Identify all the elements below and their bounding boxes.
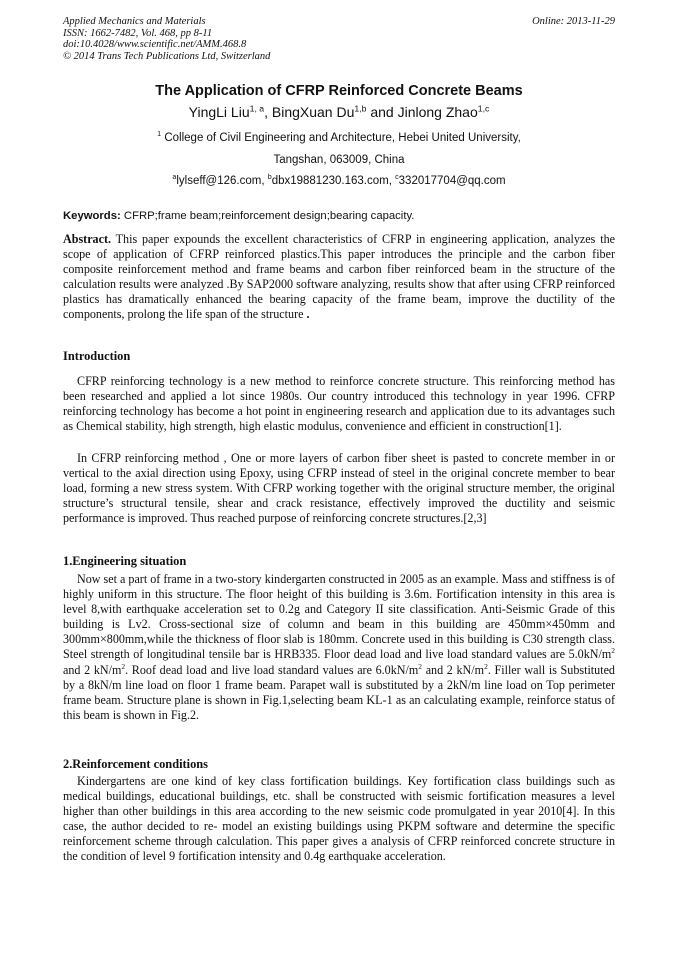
doi-line: doi:10.4028/www.scientific.net/AMM.468.8: [63, 39, 247, 50]
copyright-line: © 2014 Trans Tech Publications Ltd, Switzerland: [63, 50, 271, 62]
unit-exponent: 2: [418, 661, 423, 671]
issn-line: ISSN: 1662-7482, Vol. 468, pp 8-11: [63, 27, 213, 39]
section-heading-engineering-situation: 1.Engineering situation: [63, 554, 187, 568]
engineering-text: and 2 kN/m: [422, 662, 485, 677]
journal-name: Applied Mechanics and Materials: [63, 16, 206, 27]
introduction-paragraph-2: In CFRP reinforcing method , One or more layers of carbon fiber sheet is pasted to concrete member in or vertical to the axial direction using Epoxy, using CFRP instead of steel in the original concrete member to bear load, forming a new stress system. With CFRP working together with the original structure member, the original structure’s structural tensile, shear and crack resistance, effectively improved the ductility and seismic performance is improved. Thus reached purpose of reinforcing concrete structures.[2,3]: [63, 451, 615, 526]
author-affil-mark: 1,c: [477, 103, 490, 114]
abstract-end: .: [303, 307, 310, 322]
keywords-label: Keywords:: [63, 210, 121, 222]
affiliation-institution: College of Civil Engineering and Architecture, Hebei United University,: [164, 132, 521, 144]
unit-exponent: 2: [611, 646, 615, 656]
unit-exponent: 2: [121, 661, 126, 671]
unit-exponent: 2: [484, 661, 488, 671]
abstract-label: Abstract.: [63, 232, 112, 246]
email-mark: a: [172, 173, 177, 182]
paper-title: The Application of CFRP Reinforced Concrete Beams: [155, 83, 523, 99]
engineering-text: and 2 kN/m: [63, 662, 122, 677]
email-address: 332017704@qq.com: [398, 175, 506, 187]
email-mark: b: [267, 173, 272, 182]
online-date: Online: 2013-11-29: [532, 16, 615, 27]
running-header: [63, 16, 615, 62]
affiliation-line-2: Tangshan, 063009, China: [273, 154, 405, 166]
author-separator: ,: [264, 104, 272, 120]
abstract-text: This paper expounds the excellent characteristics of CFRP in engineering application, analyzes the scope of application of CFRP reinforced plastics.This paper introduces the principle and the carbon fiber composite reinforcement method and frame beams and carbon fiber reinforced beam in the structure of the calculation results were analyzed .By SAP2000 software analyzing, results show that after using CFRP reinforced plastics has dramatically enhanced the bearing capacity of the frame beam, improve the ductility of the components, prolong the life span of the structure: [63, 232, 615, 322]
author-name: Jinlong Zhao: [397, 104, 478, 120]
keywords-text: CFRP;frame beam;reinforcement design;bearing capacity.: [120, 210, 415, 222]
reinforcement-conditions-paragraph: Kindergartens are one kind of key class fortification buildings. Key fortification class buildings such as medical buildings, educational buildings, etc. shall be constructed with seismic fortification measures a level higher than other buildings in this area according to the new seismic code promulgated in year 2010[4]. In this case, the author decided to re- model an existing buildings using PKPM software and determine the specific reinforcement scheme through calculation. This paper gives a analysis of CFRP reinforced concrete structure in the condition of level 9 fortification intensity and 0.4g earthquake acceleration.: [63, 774, 615, 864]
engineering-situation-paragraph: [63, 572, 615, 723]
introduction-paragraph-1: CFRP reinforcing technology is a new method to reinforce concrete structure. This reinforcing method has been researched and applied a lot since 1980s. Our country introduced this technology in year 1996. CFRP reinforcing technology has become a hot point in engineering research and application due to its advantages such as Chemical stability, high strength, high elastic modulus, convenience and efficient in construction[1].: [63, 374, 615, 434]
email-address: dbx19881230.163.com,: [271, 175, 396, 187]
affiliation-line-1: [63, 132, 615, 144]
affiliation-mark: 1: [157, 130, 162, 139]
author-emails: [63, 175, 615, 187]
author-list: [63, 104, 615, 120]
engineering-text: . Filler wall is Substituted by a 8kN/m line load on floor 1 frame beam. Parapet wall is substituted by a 2kN/m line load on Top perimeter frame beam. Structure plane is shown in Fig.1,selecting beam KL-1 as an calculating example, reinforce status of this beam is shown in Fig.2.: [63, 662, 615, 722]
engineering-text: . Roof dead load and live load standard values are 6.0kN/m: [125, 662, 419, 677]
author-affil-mark: 1, a: [249, 103, 265, 114]
engineering-text: Now set a part of frame in a two-story kindergarten constructed in 2005 as an example. Mass and stiffness is of highly uniform in this structure. The floor height of this building is 3.6m. Fortification intensity in this area is level 8,with earthquake acceleration set to 0.2g and Category II site classification. Anti-Seismic Grade of this building is Lv2. Cross-sectional size of column and beam in this building are 450mm×450mm and 300mm×800mm,while the thickness of floor slab is 180mm. Concrete used in this building is C30 strength class. Steel strength of longitudinal tensile bar is HRB335. Floor dead load and live load standard values are 5.0kN/m: [63, 572, 615, 662]
email-address: lylseff@126.com,: [176, 175, 268, 187]
section-heading-introduction: Introduction: [63, 349, 131, 363]
abstract: [63, 232, 615, 323]
email-mark: c: [395, 173, 399, 182]
keywords: [63, 209, 615, 224]
section-heading-reinforcement-conditions: 2.Reinforcement conditions: [63, 757, 209, 771]
author-name: BingXuan Du: [271, 104, 355, 120]
author-name: YingLi Liu: [188, 104, 250, 120]
author-separator: and: [366, 104, 398, 120]
author-affil-mark: 1,b: [354, 103, 367, 114]
